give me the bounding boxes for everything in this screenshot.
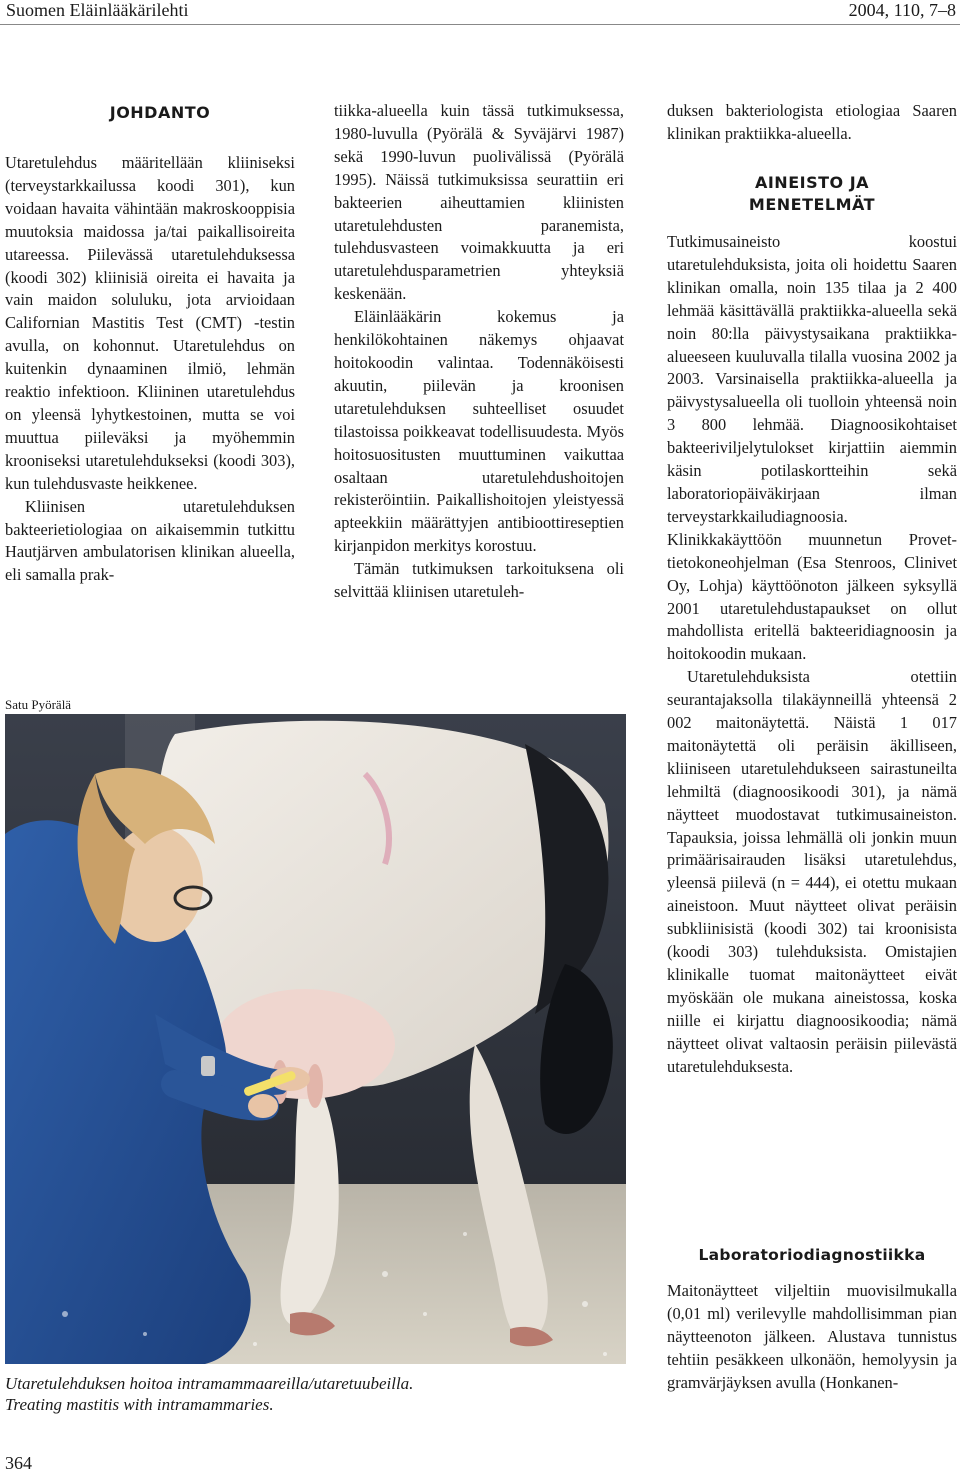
intro-paragraph: Utaretulehdus määritellään kliiniseksi (terveystarkkailussa koodi 301), kun voidaan havaita vähintään makroskooppisia muutoksia maidossa ja/tai paikallisoireita utareessa. Piilevässä utaretulehduksessa (koodi 302) kliinisiä oireita ei havaita ja vain maidon soluluku, jota arvioidaan Californian Mastitis Test (CMT) -testin avulla, on kohonnut. Utaretulehdus on kuitenkin dynaaminen ilmiö, lehmän reaktio infektioon. Kliininen utaretulehdus on yleensä lyhytkestoinen, mutta se voi muuttua piileväksi ja myöhemmin krooniseksi utaretulehdukseksi (koodi 303), kun tulehdusvaste heikkenee.: [5, 153, 295, 493]
intro-heading: JOHDANTO: [109, 103, 211, 122]
methods-heading: [667, 172, 957, 216]
photo-illustration: [5, 714, 626, 1364]
photo-credit: Satu Pyörälä: [5, 697, 72, 712]
caption-english: Treating mastitis with intramammaries.: [5, 1395, 274, 1414]
issue-info: 2004, 110, 7–8: [848, 0, 956, 20]
body-paragraph: Tutkimusaineisto koostui utaretulehduksista, joita oli hoidettu Saaren klinikan omalla, noin 135 tilaa ja 2 400 lehmää käsittävällä praktiikka-alueella sekä noin 80:lla päivystysaikana praktiikka-alueeseen kuuluvalla tilalla vuosina 2002 ja 2003. Varsinaisella praktiikka-alueella ja päivystysalueella oli tuolloin yhteensä noin 3 800 lehmää. Diagnoosikohtaiset bakteeriviljelytulokset kirjattiin aiemmin käsin potilaskortteihin sekä laboratoriopäiväkirjaan ilman terveystarkkailudiagnoosia. Klinikkakäyttöön muunnetun Provet-tietokoneohjelman (Esa Stenroos, Clinivet Oy, Lohja) käyttöönoton jälkeen syksyllä 2001 utaretulehdustapaukset on ollut mahdollista eritellä bakteeridiagnoosin ja hoitokoodin mukaan.: [667, 232, 957, 664]
running-header: [0, 0, 960, 25]
journal-title: Suomen Eläinlääkärilehti: [6, 0, 189, 20]
methods-column: [667, 231, 957, 1079]
methods-heading-line: MENETELMÄT: [748, 195, 876, 214]
intro-paragraph: Kliinisen utaretulehduksen bakteerietiologiaa on aikaisemmin tutkittu Hautjärven ambulatorisen klinikan alueella, eli samalla prak-: [5, 496, 295, 585]
intro-column: [5, 152, 295, 587]
body-paragraph: Utaretulehduksista otettiin seurantajaksolla tilakäynneillä yhteensä 2 002 maitonäytettä. Näistä 1 017 maitonäytettä oli peräisin äkilliseen, kliiniseen utaretulehdukseen sairastuneilta lehmiltä (diagnoosikoodi 301), ja nämä näytteet muodostavat tutkimusaineiston. Tapauksia, joissa lehmällä oli jonkin muun primäärisairauden lisäksi utaretulehdus, yleensä piilevä (n = 444), ei otettu mukaan aineistoon. Muut näytteet olivat peräisin subkliinisistä (koodi 302) tai kroonisista (koodi 303) tulehduksista. Omistajien klinikalle tuomat maitonäytteet eivät myöskään ole mukana aineistossa, koska niille ei kirjattu diagnoosikoodia; nämä näytteet olivat valtaosin peräisin piilevästä utaretulehduksesta.: [667, 667, 957, 1076]
right-column-top: [667, 100, 957, 146]
lab-column: [667, 1280, 957, 1395]
figure-caption: [5, 1373, 645, 1415]
lab-heading: Laboratoriodiagnostiikka: [698, 1246, 926, 1264]
page-number: 364: [5, 1453, 32, 1473]
body-paragraph: tiikka-alueella kuin tässä tutkimuksessa, 1980-luvulla (Pyörälä & Syväjärvi 1987) sekä 1990-luvun puolivälissä (Pyörälä 1995). Näissä tutkimuksissa seurattiin eri bakteerien aiheuttamien kliinisten utaretulehdusten paranemista, tulehdusvasteen voimakkuutta ja eri utaretulehdusparametrien yhteyksiä keskenään.: [334, 101, 624, 304]
body-paragraph: Eläinlääkärin kokemus ja henkilökohtainen näkemys ohjaavat hoitokoodin valintaa. Todennäköisesti akuutin, piilevän ja kroonisen utaretulehduksen suhteelliset osuudet tilastoissa poikkeavat todellisuudesta. Myös hoitosuositusten muuttuminen vaikuttaa osaltaan utaretulehdushoitojen rekisteröintiin. Paikallishoitojen yleistyessä apteekkiin määrättyjen antibioottireseptien kirjanpidon merkitys korostuu.: [334, 307, 624, 556]
body-paragraph: Maitonäytteet viljeltiin muovisilmukalla (0,01 ml) verilevylle mahdollisimman pian näytteenoton jälkeen. Alustava tunnistus tehtiin pesäkkeen ulkonäön, hemolyysin ja gramvärjäyksen avulla (Honkanen-: [667, 1281, 957, 1392]
body-paragraph: duksen bakteriologista etiologiaa Saaren klinikan praktiikka-alueella.: [667, 101, 957, 143]
body-paragraph: Tämän tutkimuksen tarkoituksena oli selvittää kliinisen utaretuleh-: [334, 559, 624, 602]
mastitis-treatment-photo: [5, 714, 626, 1364]
middle-column: [334, 100, 624, 604]
caption-finnish: Utaretulehduksen hoitoa intramammaareilla/utaretuubeilla.: [5, 1374, 414, 1393]
methods-heading-line: AINEISTO JA: [754, 173, 870, 192]
